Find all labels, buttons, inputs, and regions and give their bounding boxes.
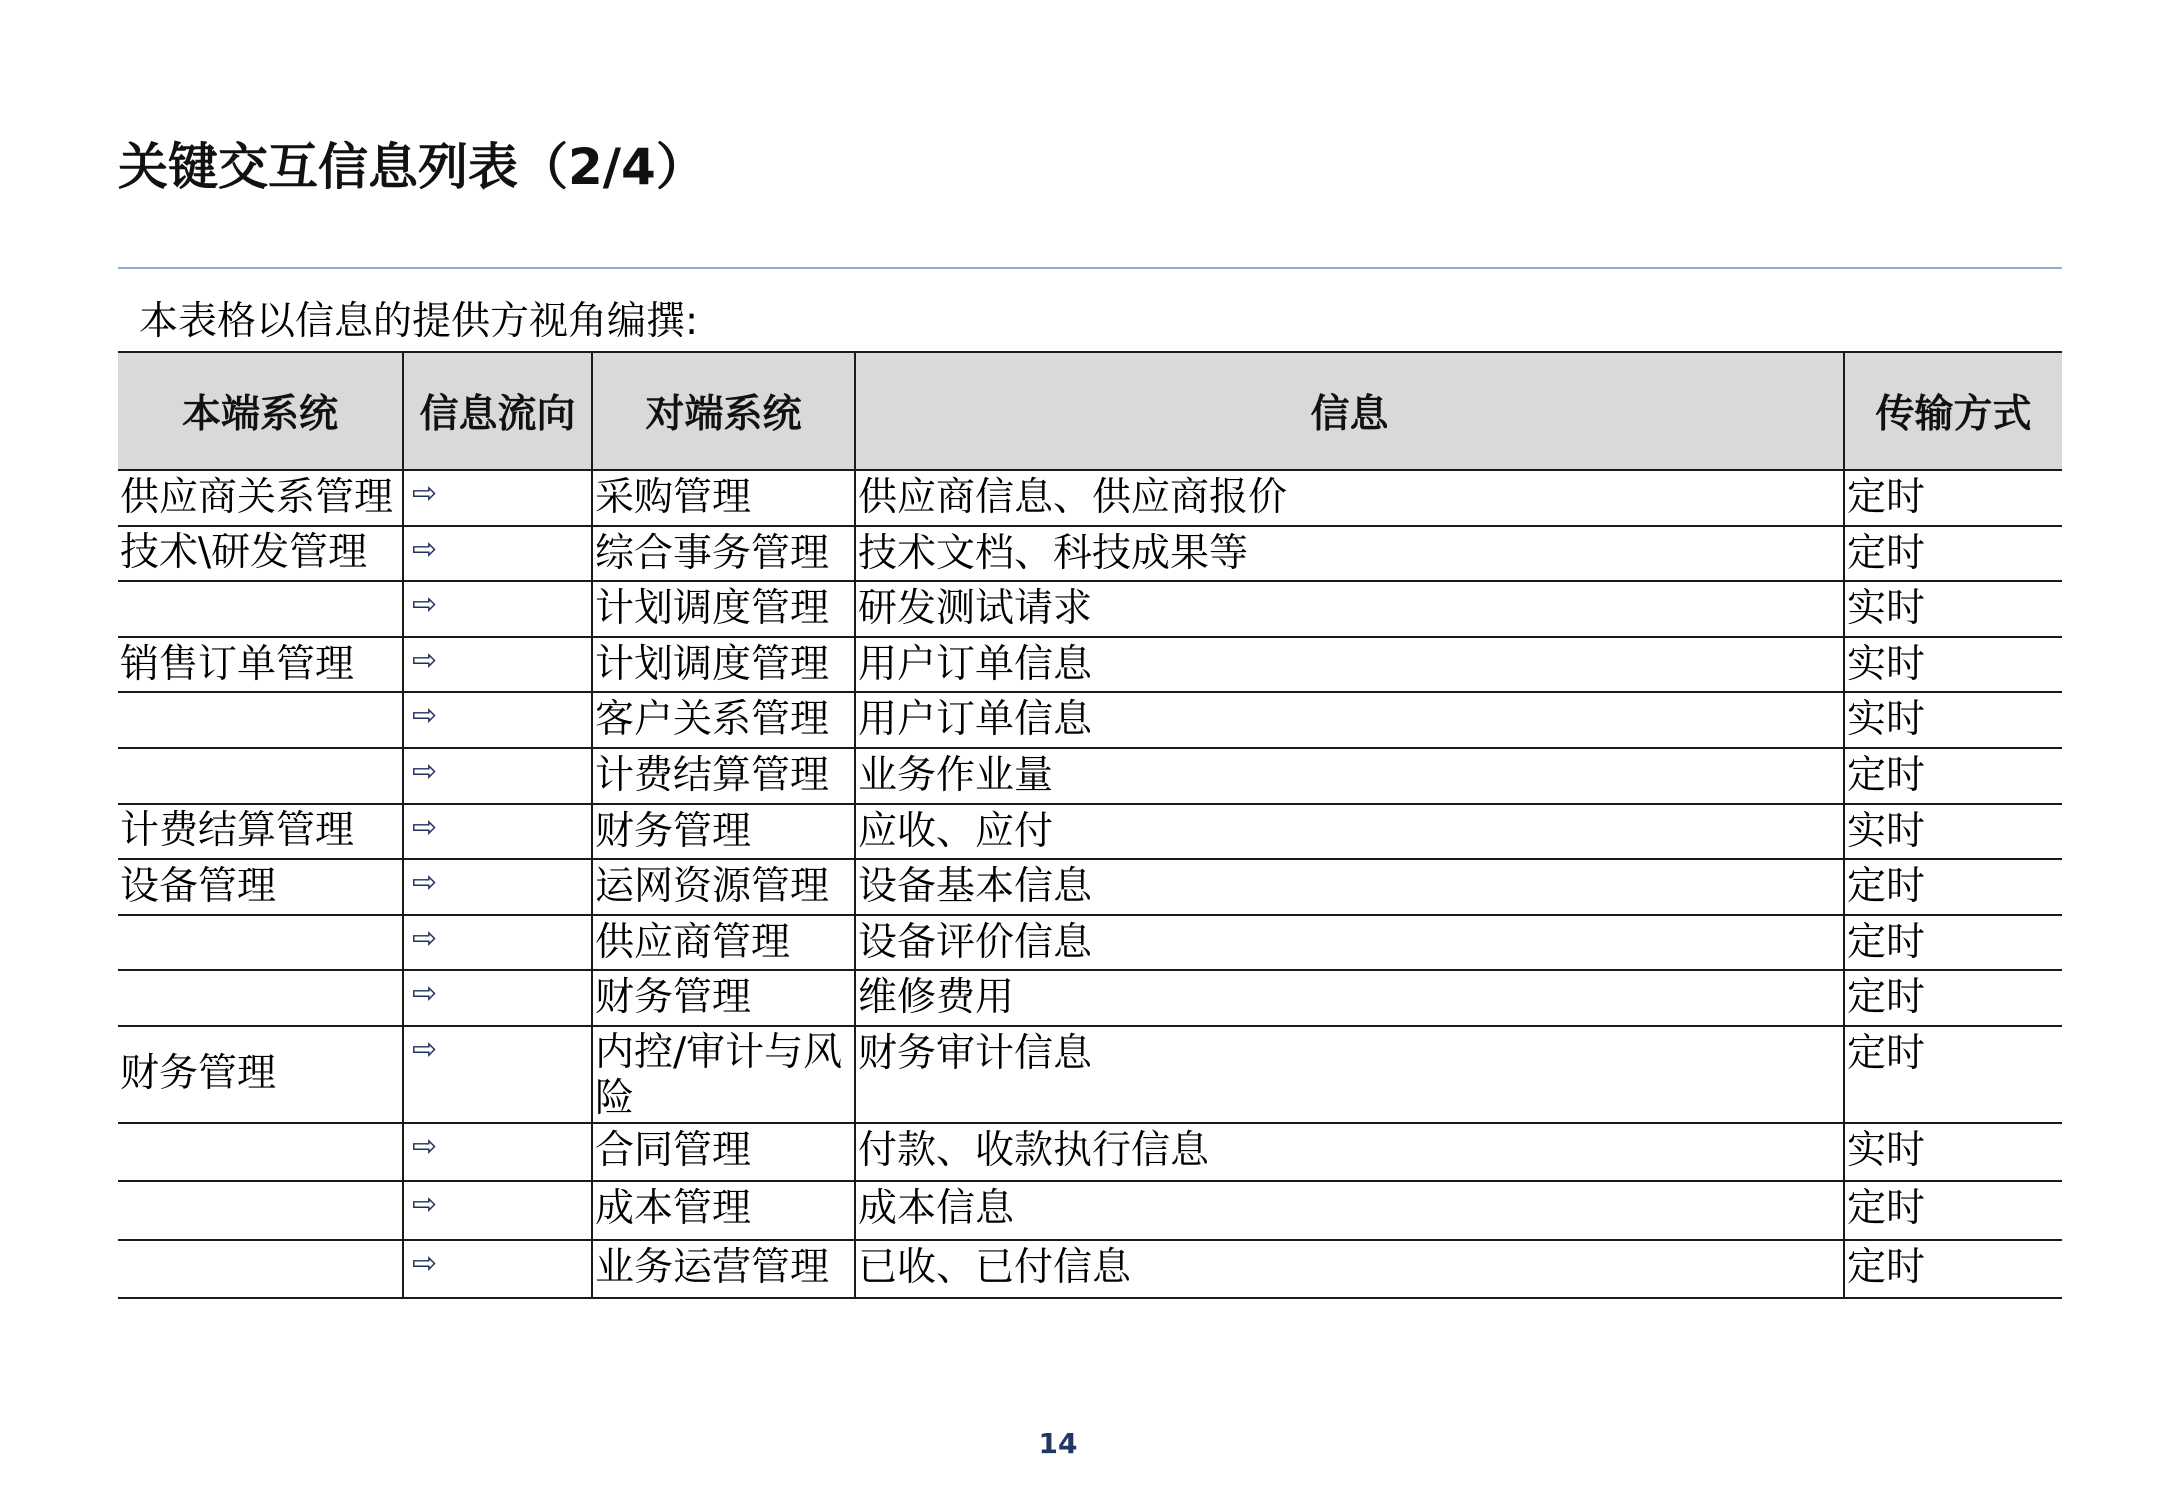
- target-system-cell: 财务管理: [592, 970, 855, 1026]
- right-arrow-icon: ⇨: [412, 809, 438, 845]
- transfer-mode-cell: 实时: [1844, 692, 2062, 748]
- transfer-mode-cell: 实时: [1844, 804, 2062, 860]
- information-cell: 设备基本信息: [855, 859, 1844, 915]
- source-system-cell: [118, 1123, 403, 1181]
- flow-direction-cell: [403, 692, 592, 748]
- table-row: [118, 637, 2062, 693]
- source-system-cell: [118, 581, 403, 637]
- interaction-table: [118, 351, 2062, 1299]
- target-system-cell: 采购管理: [592, 470, 855, 526]
- flow-direction-cell: [403, 581, 592, 637]
- right-arrow-icon: ⇨: [412, 531, 438, 567]
- information-cell: 技术文档、科技成果等: [855, 526, 1844, 582]
- target-system-cell: 计划调度管理: [592, 581, 855, 637]
- target-system-cell: 运网资源管理: [592, 859, 855, 915]
- table-row: [118, 1026, 2062, 1123]
- source-system-cell: 设备管理: [118, 859, 403, 915]
- information-cell: 设备评价信息: [855, 915, 1844, 971]
- right-arrow-icon: ⇨: [412, 1128, 438, 1164]
- page-title: 关键交互信息列表（2/4）: [118, 138, 706, 196]
- target-system-cell: 业务运营管理: [592, 1240, 855, 1298]
- right-arrow-icon: ⇨: [412, 587, 438, 623]
- right-arrow-icon: ⇨: [412, 753, 438, 789]
- source-system-cell: [118, 970, 403, 1026]
- source-system-cell: [118, 748, 403, 804]
- target-system-cell: 计划调度管理: [592, 637, 855, 693]
- information-cell: 已收、已付信息: [855, 1240, 1844, 1298]
- table-row: [118, 804, 2062, 860]
- flow-direction-cell: [403, 526, 592, 582]
- information-cell: 用户订单信息: [855, 637, 1844, 693]
- flow-direction-cell: [403, 1240, 592, 1298]
- flow-direction-cell: [403, 804, 592, 860]
- header-flow-direction: 信息流向: [403, 352, 592, 470]
- transfer-mode-cell: 定时: [1844, 1240, 2062, 1298]
- transfer-mode-cell: 定时: [1844, 970, 2062, 1026]
- target-system-cell: 成本管理: [592, 1181, 855, 1239]
- information-cell: 成本信息: [855, 1181, 1844, 1239]
- header-information: 信息: [855, 352, 1844, 470]
- table-row: [118, 581, 2062, 637]
- transfer-mode-cell: 定时: [1844, 915, 2062, 971]
- flow-direction-cell: [403, 1181, 592, 1239]
- table-header-row: [118, 352, 2062, 470]
- source-system-cell: [118, 915, 403, 971]
- target-system-cell: 客户关系管理: [592, 692, 855, 748]
- right-arrow-icon: ⇨: [412, 1245, 438, 1281]
- information-cell: 应收、应付: [855, 804, 1844, 860]
- information-cell: 维修费用: [855, 970, 1844, 1026]
- target-system-cell: 供应商管理: [592, 915, 855, 971]
- header-transfer-mode: 传输方式: [1844, 352, 2062, 470]
- transfer-mode-cell: 定时: [1844, 470, 2062, 526]
- flow-direction-cell: [403, 970, 592, 1026]
- target-system-cell: 综合事务管理: [592, 526, 855, 582]
- flow-direction-cell: [403, 859, 592, 915]
- table-row: [118, 470, 2062, 526]
- flow-direction-cell: [403, 1026, 592, 1123]
- source-system-cell: 供应商关系管理: [118, 470, 403, 526]
- source-system-cell: 技术\研发管理: [118, 526, 403, 582]
- table-row: [118, 915, 2062, 971]
- information-cell: 用户订单信息: [855, 692, 1844, 748]
- transfer-mode-cell: 实时: [1844, 581, 2062, 637]
- target-system-cell: 内控/审计与风险: [592, 1026, 855, 1123]
- table-row: [118, 692, 2062, 748]
- source-system-cell: [118, 692, 403, 748]
- table-row: [118, 970, 2062, 1026]
- right-arrow-icon: ⇨: [412, 865, 438, 901]
- source-system-cell: 财务管理: [118, 1026, 403, 1123]
- information-cell: 财务审计信息: [855, 1026, 1844, 1123]
- information-cell: 业务作业量: [855, 748, 1844, 804]
- transfer-mode-cell: 定时: [1844, 526, 2062, 582]
- source-system-cell: 计费结算管理: [118, 804, 403, 860]
- page-number: 14: [1038, 1427, 1078, 1460]
- table-row: [118, 859, 2062, 915]
- table-row: [118, 1181, 2062, 1239]
- target-system-cell: 计费结算管理: [592, 748, 855, 804]
- transfer-mode-cell: 定时: [1844, 859, 2062, 915]
- transfer-mode-cell: 定时: [1844, 1026, 2062, 1123]
- transfer-mode-cell: 实时: [1844, 1123, 2062, 1181]
- table-caption: 本表格以信息的提供方视角编撰:: [139, 299, 699, 344]
- right-arrow-icon: ⇨: [412, 920, 438, 956]
- right-arrow-icon: ⇨: [412, 1031, 438, 1067]
- transfer-mode-cell: 定时: [1844, 748, 2062, 804]
- table-row: [118, 1123, 2062, 1181]
- target-system-cell: 财务管理: [592, 804, 855, 860]
- table-row: [118, 526, 2062, 582]
- target-system-cell: 合同管理: [592, 1123, 855, 1181]
- flow-direction-cell: [403, 915, 592, 971]
- flow-direction-cell: [403, 470, 592, 526]
- header-target-system: 对端系统: [592, 352, 855, 470]
- right-arrow-icon: ⇨: [412, 476, 438, 511]
- transfer-mode-cell: 实时: [1844, 637, 2062, 693]
- information-cell: 研发测试请求: [855, 581, 1844, 637]
- title-divider: [118, 267, 2062, 269]
- source-system-cell: [118, 1181, 403, 1239]
- information-cell: 付款、收款执行信息: [855, 1123, 1844, 1181]
- table-row: [118, 1240, 2062, 1298]
- right-arrow-icon: ⇨: [412, 1187, 438, 1223]
- right-arrow-icon: ⇨: [412, 698, 438, 734]
- flow-direction-cell: [403, 1123, 592, 1181]
- transfer-mode-cell: 定时: [1844, 1181, 2062, 1239]
- header-source-system: 本端系统: [118, 352, 403, 470]
- table-row: [118, 748, 2062, 804]
- source-system-cell: [118, 1240, 403, 1298]
- flow-direction-cell: [403, 637, 592, 693]
- information-cell: 供应商信息、供应商报价: [855, 470, 1844, 526]
- right-arrow-icon: ⇨: [412, 642, 438, 678]
- flow-direction-cell: [403, 748, 592, 804]
- source-system-cell: 销售订单管理: [118, 637, 403, 693]
- right-arrow-icon: ⇨: [412, 976, 438, 1012]
